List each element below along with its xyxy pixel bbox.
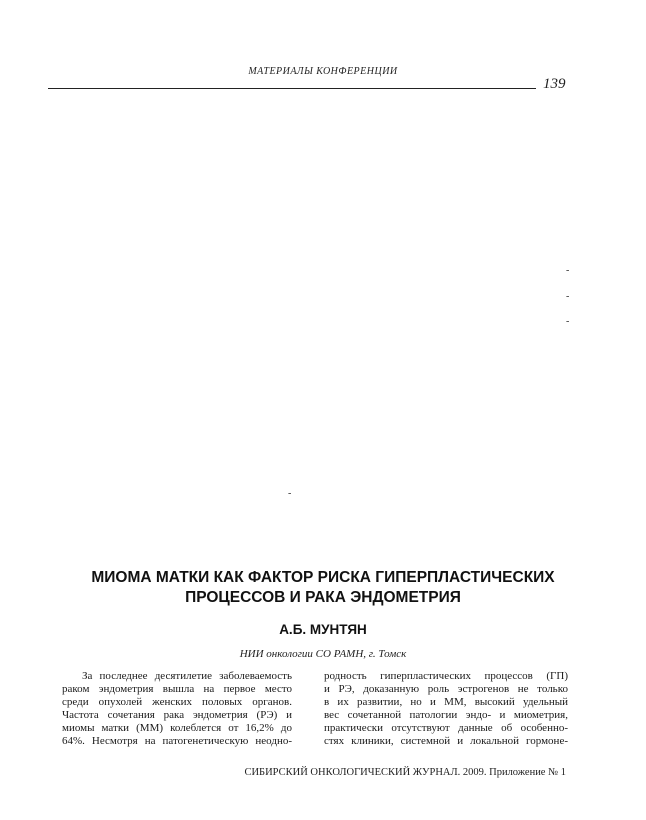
body-column-right [324, 670, 568, 748]
body-text-line: стях клиники, системной и локальной гормоне- [324, 735, 568, 747]
body-text-line: Частота сочетания рака эндометрия (РЭ) и [62, 709, 292, 721]
body-text-line: практически отсутствуют данные об особенно- [324, 722, 568, 734]
stray-mark: - [566, 265, 570, 276]
body-text-line: 64%. Несмотря на патогенетическую неодно- [62, 735, 292, 747]
body-text-line: За последнее десятилетие заболеваемость [82, 670, 292, 682]
body-text-line: в их развитии, но и ММ, высокий удельный [324, 696, 568, 708]
running-head-title: МАТЕРИАЛЫ КОНФЕРЕНЦИИ [248, 66, 398, 77]
body-text-line: родность гиперпластических процессов (ГП) [324, 670, 568, 682]
stray-mark: - [288, 488, 292, 499]
body-text-line: и РЭ, доказанную роль эстрогенов не только [324, 683, 568, 695]
article-affiliation: НИИ онкологии СО РАМН, г. Томск [239, 648, 407, 660]
stray-mark: - [566, 316, 570, 327]
article-title-line: МИОМА МАТКИ КАК ФАКТОР РИСКА ГИПЕРПЛАСТИЧЕСКИХ [91, 569, 555, 586]
article-author: А.Б. МУНТЯН [279, 622, 367, 637]
page-number: 139 [543, 76, 566, 92]
body-text-line: среди опухолей женских половых органов. [62, 696, 292, 708]
article-title-line: ПРОЦЕССОВ И РАКА ЭНДОМЕТРИЯ [185, 589, 461, 606]
body-text-line: вес сочетанной патологии эндо- и миометрия, [324, 709, 568, 721]
stray-mark: - [566, 291, 570, 302]
body-text-line: раком эндометрия вышла на первое место [62, 683, 292, 695]
body-text-line: миомы матки (ММ) колеблется от 16,2% до [62, 722, 292, 734]
article-title [40, 568, 606, 608]
body-column-left [62, 670, 292, 748]
journal-footer: СИБИРСКИЙ ОНКОЛОГИЧЕСКИЙ ЖУРНАЛ. 2009. Приложение № 1 [244, 767, 566, 778]
header-rule [48, 88, 536, 89]
